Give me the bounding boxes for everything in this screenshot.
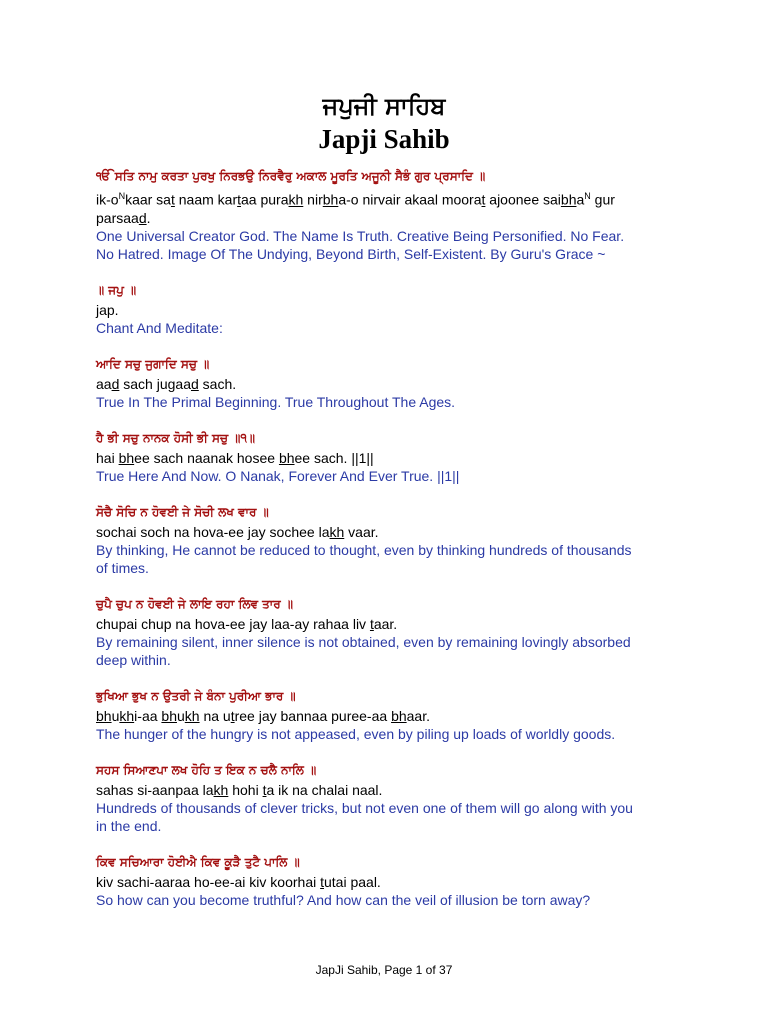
translation-line: deep within. bbox=[96, 651, 171, 668]
translation-line: of times. bbox=[96, 559, 149, 576]
verse-translation bbox=[96, 799, 696, 835]
verse-translation bbox=[96, 319, 696, 337]
translation-line: True Here And Now. O Nanak, Forever And Ever True. ||1|| bbox=[96, 467, 460, 484]
verse-block bbox=[96, 851, 696, 909]
verse-translation bbox=[96, 891, 696, 909]
verse-gurmukhi: ਸੋਚੈ ਸੋਚਿ ਨ ਹੋਵਈ ਜੇ ਸੋਚੀ ਲਖ ਵਾਰ ॥ bbox=[96, 504, 269, 519]
verse-block bbox=[96, 685, 696, 743]
verse-list bbox=[96, 165, 696, 925]
translation-line: By remaining silent, inner silence is not obtained, even by remaining lovingly absorbed bbox=[96, 633, 631, 650]
translation-line: One Universal Creator God. The Name Is Truth. Creative Being Personified. No Fear. bbox=[96, 227, 625, 244]
page-footer: JapJi Sahib, Page 1 of 37 bbox=[315, 963, 453, 977]
verse-translation bbox=[96, 227, 696, 263]
verse-gurmukhi: ੴ ਸਤਿ ਨਾਮੁ ਕਰਤਾ ਪੁਰਖੁ ਨਿਰਭਉ ਨਿਰਵੈਰੁ ਅਕਾਲ ਮੂਰਤਿ ਅਜੂਨੀ ਸੈਭੰ ਗੁਰ ਪ੍ਰਸਾਦਿ ॥ bbox=[96, 169, 486, 183]
verse-gurmukhi: ॥ ਜਪੁ ॥ bbox=[96, 282, 137, 297]
verse-translation bbox=[96, 541, 696, 577]
verse-transliteration: sahas si-aanpaa lakh hohi ta ik na chalai naal. bbox=[96, 781, 383, 798]
verse-translation bbox=[96, 725, 696, 743]
verse-transliteration: bhukhi-aa bhukh na utree jay bannaa puree-aa bhaar. bbox=[96, 707, 430, 724]
verse-gurmukhi: ਕਿਵ ਸਚਿਆਰਾ ਹੋਈਐ ਕਿਵ ਕੂੜੈ ਤੁਟੈ ਪਾਲਿ ॥ bbox=[96, 854, 300, 869]
translation-line: in the end. bbox=[96, 817, 162, 834]
translation-line: Hundreds of thousands of clever tricks, but not even one of them will go along with you bbox=[96, 799, 633, 816]
verse-transliteration: hai bhee sach naanak hosee bhee sach. ||1|| bbox=[96, 449, 374, 466]
verse-transliteration: chupai chup na hova-ee jay laa-ay rahaa liv taar. bbox=[96, 615, 398, 632]
verse-gurmukhi: ਹੈ ਭੀ ਸਚੁ ਨਾਨਕ ਹੋਸੀ ਭੀ ਸਚੁ ॥੧॥ bbox=[96, 430, 255, 445]
verse-block bbox=[96, 279, 696, 337]
verse-block bbox=[96, 165, 696, 263]
verse-gurmukhi: ਚੁਪੈ ਚੁਪ ਨ ਹੋਵਈ ਜੇ ਲਾਇ ਰਹਾ ਲਿਵ ਤਾਰ ॥ bbox=[96, 596, 293, 611]
verse-gurmukhi: ਆਦਿ ਸਚੁ ਜੁਗਾਦਿ ਸਚੁ ॥ bbox=[96, 356, 210, 371]
verse-transliteration: sochai soch na hova-ee jay sochee lakh vaar. bbox=[96, 523, 379, 540]
verse-transliteration: $ik-o^Nkaar$ sat naam kartaa purakh nirbha-o nirvair akaal moorat ajoonee saibha$^N$ gur parsaad. bbox=[96, 191, 615, 226]
verse-block bbox=[96, 593, 696, 669]
title-gurmukhi: ਜਪੁਜੀ ਸਾਹਿਬ bbox=[322, 92, 446, 120]
verse-translation bbox=[96, 393, 696, 411]
translation-line: Chant And Meditate: bbox=[96, 319, 223, 336]
translation-line: No Hatred. Image Of The Undying, Beyond Birth, Self-Existent. By Guru's Grace ~ bbox=[96, 245, 606, 262]
verse-translation bbox=[96, 467, 696, 485]
verse-translation bbox=[96, 633, 696, 669]
verse-transliteration: aad sach jugaad sach. bbox=[96, 375, 237, 392]
translation-line: The hunger of the hungry is not appeased, even by piling up loads of worldly goods. bbox=[96, 725, 616, 742]
translation-line: So how can you become truthful? And how can the veil of illusion be torn away? bbox=[96, 891, 591, 908]
verse-block bbox=[96, 427, 696, 485]
translation-line: True In The Primal Beginning. True Throughout The Ages. bbox=[96, 393, 456, 410]
verse-transliteration: kiv sachi-aaraa ho-ee-ai kiv koorhai tutai paal. bbox=[96, 873, 381, 890]
verse-gurmukhi: ਭੁਖਿਆ ਭੁਖ ਨ ਉਤਰੀ ਜੇ ਬੰਨਾ ਪੁਰੀਆ ਭਾਰ ॥ bbox=[96, 688, 296, 703]
verse-transliteration: jap. bbox=[96, 301, 119, 318]
translation-line: By thinking, He cannot be reduced to thought, even by thinking hundreds of thousands bbox=[96, 541, 632, 558]
verse-gurmukhi: ਸਹਸ ਸਿਆਣਪਾ ਲਖ ਹੋਹਿ ਤ ਇਕ ਨ ਚਲੈ ਨਾਲਿ ॥ bbox=[96, 762, 317, 777]
verse-block bbox=[96, 501, 696, 577]
title-english: Japji Sahib bbox=[318, 124, 450, 154]
verse-block bbox=[96, 353, 696, 411]
verse-block bbox=[96, 759, 696, 835]
